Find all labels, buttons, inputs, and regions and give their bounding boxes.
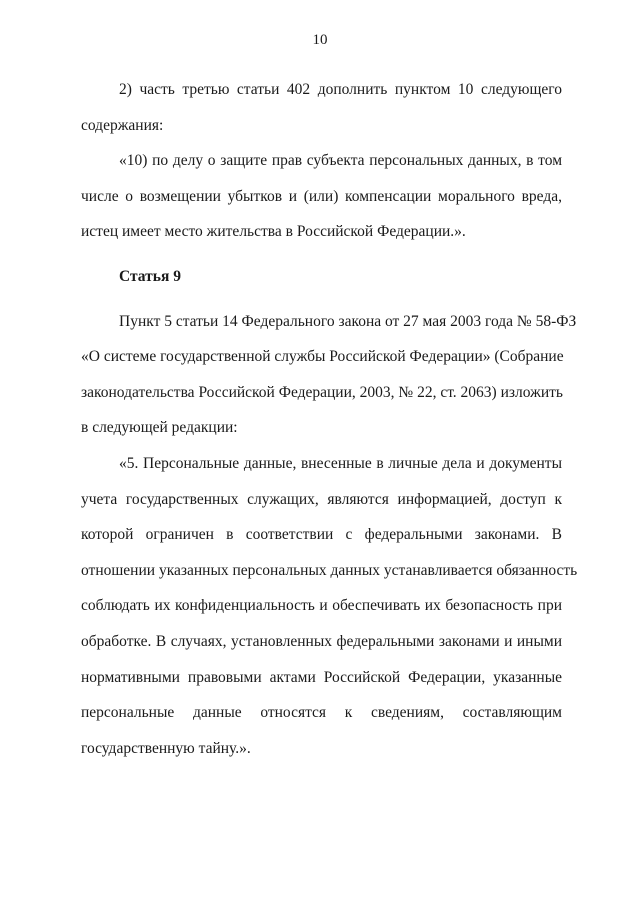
document-body: [81, 72, 578, 766]
text-line: которой ограничен в соответствии с федеральными законами. В: [81, 526, 562, 544]
paragraph-quoted-point-10: [81, 143, 562, 250]
text-line: государственную тайну.».: [81, 739, 251, 757]
text-line: содержания:: [81, 116, 164, 134]
text-line: Пункт 5 статьи 14 Федерального закона от 27 мая 2003 года № 58-ФЗ: [119, 312, 577, 330]
text-line: числе о возмещении убытков и (или) компенсации морального вреда,: [81, 187, 562, 205]
text-line: соблюдать их конфиденциальность и обеспечивать их безопасность при: [81, 597, 562, 615]
page-number: 10: [312, 32, 328, 48]
text-line: истец имеет место жительства в Российской Федерации.».: [81, 223, 466, 241]
text-line: «10) по делу о защите прав субъекта персональных данных, в том: [119, 152, 562, 170]
text-line: нормативными правовыми актами Российской Федерации, указанные: [81, 668, 562, 686]
paragraph-article-9-intro: [81, 304, 577, 446]
text-line: законодательства Российской Федерации, 2003, № 22, ст. 2063) изложить: [81, 383, 563, 401]
paragraph-quoted-point-5: [81, 446, 578, 766]
text-line: «5. Персональные данные, внесенные в личные дела и документы: [119, 454, 562, 472]
text-line: отношении указанных персональных данных устанавливается обязанность: [81, 561, 578, 579]
text-line: учета государственных служащих, являются информацией, доступ к: [81, 490, 562, 508]
article-heading: Статья 9: [119, 267, 181, 285]
text-line: в следующей редакции:: [81, 419, 238, 437]
paragraph-amendment-item-2: [81, 72, 562, 143]
text-line: 2) часть третью статьи 402 дополнить пунктом 10 следующего: [119, 81, 562, 98]
text-line: «О системе государственной службы Российской Федерации» (Собрание: [81, 348, 564, 366]
text-line: персональные данные относятся к сведениям, составляющим: [81, 704, 562, 722]
text-line: обработке. В случаях, установленных федеральными законами и иными: [81, 632, 562, 650]
